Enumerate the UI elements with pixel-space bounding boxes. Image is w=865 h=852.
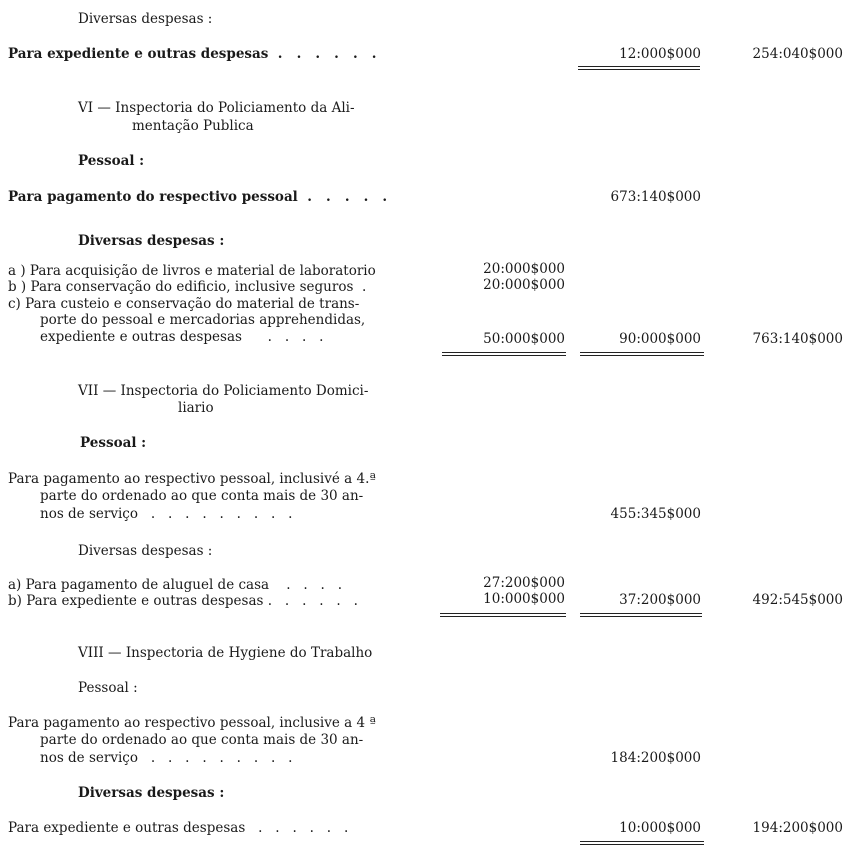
pessoal-label: nos de serviço [40, 506, 138, 522]
section-total: 763:140$000 [752, 331, 843, 347]
section-total: 254:040$000 [752, 46, 843, 62]
leader-dots: . . . . [269, 577, 343, 593]
pessoal-line3 [40, 751, 292, 766]
pessoal-label: nos de serviço [40, 750, 138, 766]
section-heading-line1: VI — Inspectoria do Policiamento da Ali- [78, 100, 355, 116]
expediente-amount: 12:000$000 [619, 46, 701, 62]
diversas-despesas-heading: Diversas despesas : [78, 543, 213, 559]
pessoal-line1: Para pagamento ao respectivo pessoal, inclusive a 4 ª [8, 715, 376, 731]
pessoal-amount: 184:200$000 [610, 750, 701, 766]
pessoal-line [8, 190, 387, 205]
diversas-total: 37:200$000 [619, 592, 701, 608]
item-b-amount: 10:000$000 [483, 591, 565, 607]
pessoal-line2: parte do ordenado ao que conta mais de 30 an- [40, 488, 364, 504]
leader-dots: . . . . . . [263, 593, 358, 609]
expediente-label: Para expediente e outras despesas [8, 820, 246, 836]
item-b-label: b ) Para conservação do edificio, inclusive seguros [8, 279, 354, 295]
item-c-line2: porte do pessoal e mercadorias apprehendidas, [40, 312, 366, 328]
item-a-amount: 27:200$000 [483, 575, 565, 591]
pessoal-line1: Para pagamento ao respectivo pessoal, inclusivé a 4.ª [8, 471, 376, 487]
section-total: 492:545$000 [752, 592, 843, 608]
subtotal-rule [440, 613, 566, 617]
subtotal-rule [580, 352, 704, 356]
pessoal-heading: Pessoal : [78, 153, 145, 169]
pessoal-heading: Pessoal : [78, 680, 138, 696]
section-total: 194:200$000 [752, 820, 843, 836]
item-a-amount: 20:000$000 [483, 261, 565, 277]
leader-dots: . . . . . . [245, 820, 349, 836]
pessoal-line2: parte do ordenado ao que conta mais de 30 an- [40, 732, 364, 748]
item-c-amount: 50:000$000 [483, 331, 565, 347]
item-b-amount: 20:000$000 [483, 277, 565, 293]
item-c-line3 [40, 330, 323, 345]
leader-dots: . . . . [241, 329, 324, 345]
item-c-label: expediente e outras despesas [40, 329, 242, 345]
expediente-line [8, 47, 376, 62]
expediente-label: Para expediente e outras despesas [8, 46, 269, 62]
item-b-line [8, 280, 366, 295]
diversas-despesas-heading: Diversas despesas : [78, 785, 225, 801]
item-b-label: b) Para expediente e outras despesas [8, 593, 264, 609]
leader-dots: . . . . . . . . . [137, 506, 293, 522]
leader-dots: . . . . . [297, 189, 388, 205]
subtotal-rule [442, 352, 566, 356]
pessoal-amount: 455:345$000 [610, 506, 701, 522]
item-a-line [8, 578, 342, 593]
item-c-line1: c) Para custeio e conservação do material de trans- [8, 296, 360, 312]
pessoal-amount: 673:140$000 [610, 189, 701, 205]
item-a-label: a) Para pagamento de aluguel de casa [8, 577, 270, 593]
section-heading-line1: VII — Inspectoria do Policiamento Domici- [78, 383, 369, 399]
pessoal-label: Para pagamento do respectivo pessoal [8, 189, 298, 205]
diversas-despesas-heading: Diversas despesas : [78, 233, 225, 249]
pessoal-line3 [40, 507, 292, 522]
pessoal-heading: Pessoal : [80, 435, 147, 451]
subtotal-rule [580, 613, 702, 617]
diversas-despesas-heading: Diversas despesas : [78, 11, 213, 27]
total-rule [578, 66, 700, 70]
total-rule [580, 841, 704, 845]
diversas-total: 90:000$000 [619, 331, 701, 347]
item-b-line [8, 594, 358, 609]
section-heading: VIII — Inspectoria de Hygiene do Trabalho [78, 645, 373, 661]
leader-dots: . . . . . . . . . [137, 750, 293, 766]
leader-dots: . [353, 279, 367, 295]
expediente-line [8, 821, 348, 836]
item-a-label: a ) Para acquisição de livros e material de laboratorio [8, 263, 376, 279]
section-heading-line2: liario [178, 400, 214, 416]
expediente-amount: 10:000$000 [619, 820, 701, 836]
leader-dots: . . . . . . [268, 46, 377, 62]
section-heading-line2: mentação Publica [132, 118, 254, 134]
